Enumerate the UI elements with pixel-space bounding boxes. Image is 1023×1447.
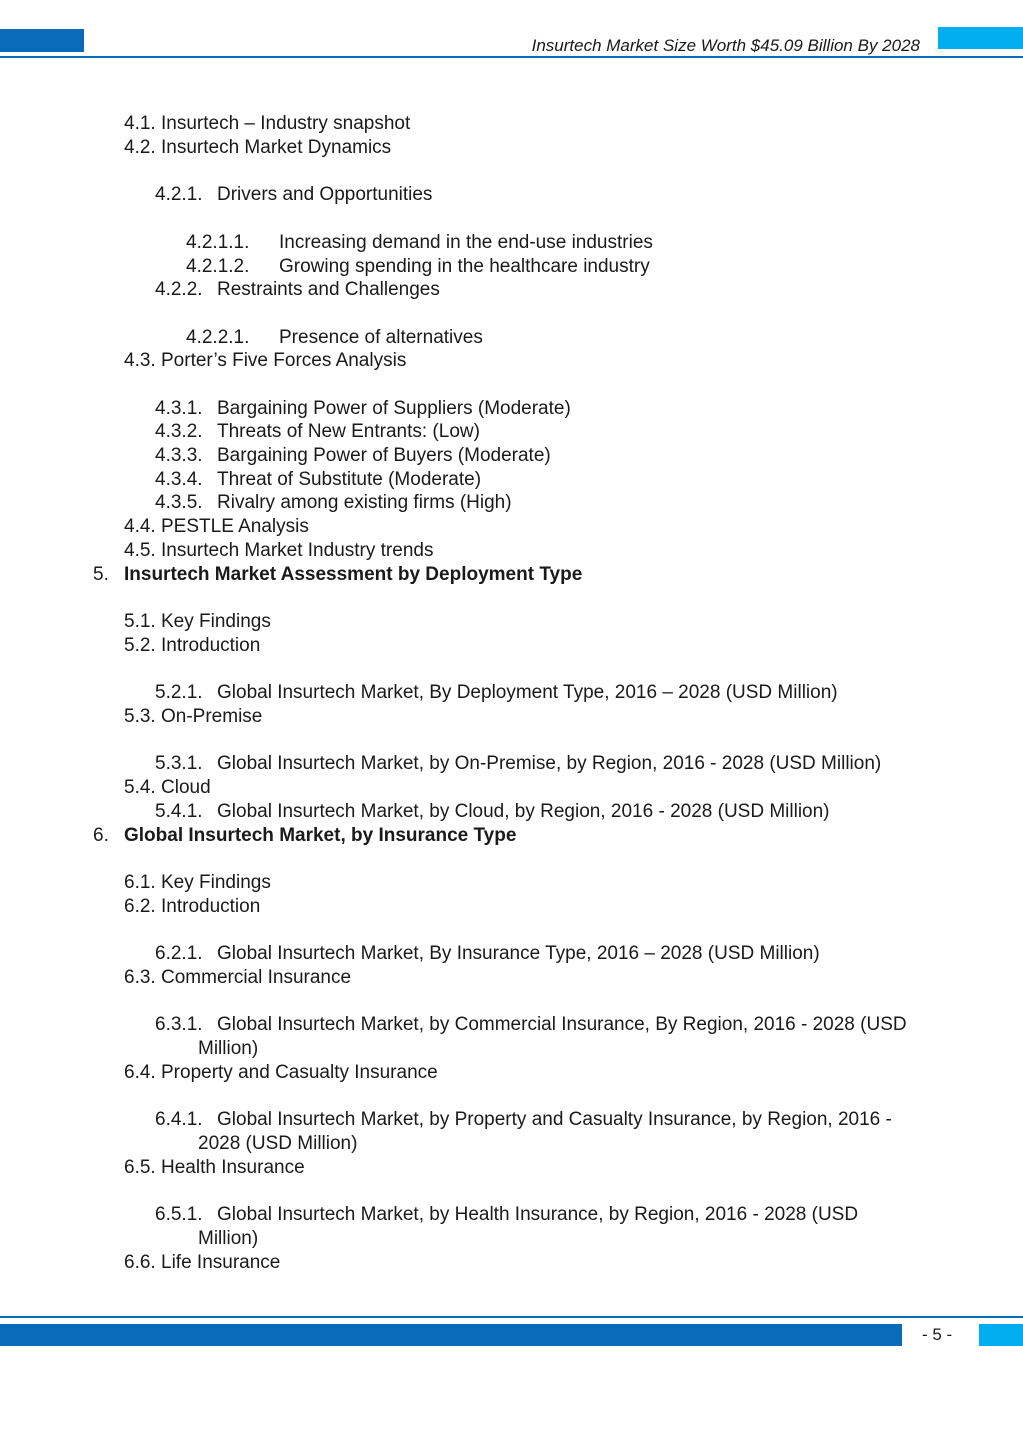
toc-entry-text: Threats of New Entrants: (Low) <box>217 421 480 442</box>
toc-entry-number: 5. <box>93 564 109 585</box>
toc-entry-text: Health Insurance <box>161 1157 305 1178</box>
toc-entry-number: 5.1. <box>124 611 156 632</box>
toc-entry-text: On-Premise <box>161 706 263 727</box>
toc-entry-number: 6.1. <box>124 872 156 893</box>
toc-entry-text: Insurtech Market Dynamics <box>161 137 392 158</box>
toc-entry-text: Increasing demand in the end-use industries <box>279 232 653 253</box>
toc-entry-text: Bargaining Power of Buyers (Moderate) <box>217 445 551 466</box>
toc-entry-text: Global Insurtech Market, by Commercial Insurance, By Region, 2016 - 2028 (USD <box>217 1014 907 1035</box>
toc-entry-number: 4.3.2. <box>155 421 203 442</box>
header-accent-left <box>0 29 84 52</box>
toc-entry-number: 6.5. <box>124 1157 156 1178</box>
toc-entry-text: Growing spending in the healthcare industry <box>279 256 650 277</box>
toc-entry-number: 5.3. <box>124 706 156 727</box>
toc-entry-continuation: 2028 (USD Million) <box>198 1133 358 1154</box>
toc-entry-number: 4.3. <box>124 350 156 371</box>
toc-entry-text: Global Insurtech Market, by Property and Casualty Insurance, by Region, 2016 - <box>217 1109 892 1130</box>
toc-entry-number: 5.3.1. <box>155 753 203 774</box>
footer-accent-right <box>979 1324 1023 1346</box>
toc-entry-number: 6.2.1. <box>155 943 203 964</box>
toc-entry-number: 4.3.1. <box>155 398 203 419</box>
toc-entry-text: Global Insurtech Market, by Cloud, by Region, 2016 - 2028 (USD Million) <box>217 801 830 822</box>
toc-entry-continuation: Million) <box>198 1038 259 1059</box>
toc-entry-text: Global Insurtech Market, By Insurance Type, 2016 – 2028 (USD Million) <box>217 943 820 964</box>
toc-entry-text: Global Insurtech Market, by On-Premise, by Region, 2016 - 2028 (USD Million) <box>217 753 882 774</box>
toc-entry-text: Restraints and Challenges <box>217 279 440 300</box>
toc-entry-text: Global Insurtech Market, by Insurance Type <box>124 825 517 846</box>
toc-entry-text: Presence of alternatives <box>279 327 483 348</box>
toc-entry-text: Key Findings <box>161 872 271 893</box>
toc-entry-text: Introduction <box>161 896 261 917</box>
toc-entry-text: Bargaining Power of Suppliers (Moderate) <box>217 398 571 419</box>
toc-entry-number: 6.3. <box>124 967 156 988</box>
header-divider <box>0 56 1023 58</box>
toc-entry-number: 4.2. <box>124 137 156 158</box>
toc-entry-text: Introduction <box>161 635 261 656</box>
toc-entry-text: Key Findings <box>161 611 271 632</box>
header-accent-right <box>938 27 1023 49</box>
toc-entry-number: 5.4. <box>124 777 156 798</box>
toc-entry-number: 5.2.1. <box>155 682 203 703</box>
toc-entry-number: 5.2. <box>124 635 156 656</box>
toc-entry-number: 6.3.1. <box>155 1014 203 1035</box>
toc-entry-number: 6. <box>93 825 109 846</box>
toc-entry-number: 4.2.1.2. <box>186 256 250 277</box>
toc-entry-text: Global Insurtech Market, by Health Insurance, by Region, 2016 - 2028 (USD <box>217 1204 859 1225</box>
toc-entry-number: 4.5. <box>124 540 156 561</box>
toc-entry-number: 4.2.2.1. <box>186 327 250 348</box>
toc-entry-text: Insurtech – Industry snapshot <box>161 113 411 134</box>
toc-entry-number: 6.6. <box>124 1252 156 1273</box>
toc-entry-text: PESTLE Analysis <box>161 516 309 537</box>
page-number: - 5 - <box>922 1325 953 1344</box>
toc-entry-text: Rivalry among existing firms (High) <box>217 492 512 513</box>
toc-entry-number: 4.3.4. <box>155 469 203 490</box>
toc-entry-text: Global Insurtech Market, By Deployment Type, 2016 – 2028 (USD Million) <box>217 682 838 703</box>
toc-entry-text: Cloud <box>161 777 211 798</box>
toc-entry-number: 4.2.1. <box>155 184 203 205</box>
toc-entry-text: Commercial Insurance <box>161 967 352 988</box>
toc-entry-number: 4.1. <box>124 113 156 134</box>
toc-entry-text: Threat of Substitute (Moderate) <box>217 469 482 490</box>
toc-entry-number: 4.3.5. <box>155 492 203 513</box>
footer-accent-bar <box>0 1324 902 1346</box>
toc-entry-text: Porter’s Five Forces Analysis <box>161 350 407 371</box>
toc-entry-number: 6.4. <box>124 1062 156 1083</box>
toc-entry-text: Insurtech Market Industry trends <box>161 540 434 561</box>
footer-divider <box>0 1316 1023 1318</box>
toc-entry-number: 4.2.1.1. <box>186 232 250 253</box>
toc-entry-number: 4.3.3. <box>155 445 203 466</box>
toc-entry-text: Insurtech Market Assessment by Deployment Type <box>124 564 583 585</box>
toc-entry-text: Drivers and Opportunities <box>217 184 433 205</box>
toc-entry-number: 6.2. <box>124 896 156 917</box>
toc-entry-text: Life Insurance <box>161 1252 281 1273</box>
toc-entry-text: Property and Casualty Insurance <box>161 1062 438 1083</box>
toc-entry-continuation: Million) <box>198 1228 259 1249</box>
toc-entry-number: 5.4.1. <box>155 801 203 822</box>
toc-entry-number: 6.4.1. <box>155 1109 203 1130</box>
header-title: Insurtech Market Size Worth $45.09 Billion By 2028 <box>531 36 920 55</box>
toc-entry-number: 4.2.2. <box>155 279 203 300</box>
toc-entry-number: 6.5.1. <box>155 1204 203 1225</box>
toc-entry-number: 4.4. <box>124 516 156 537</box>
